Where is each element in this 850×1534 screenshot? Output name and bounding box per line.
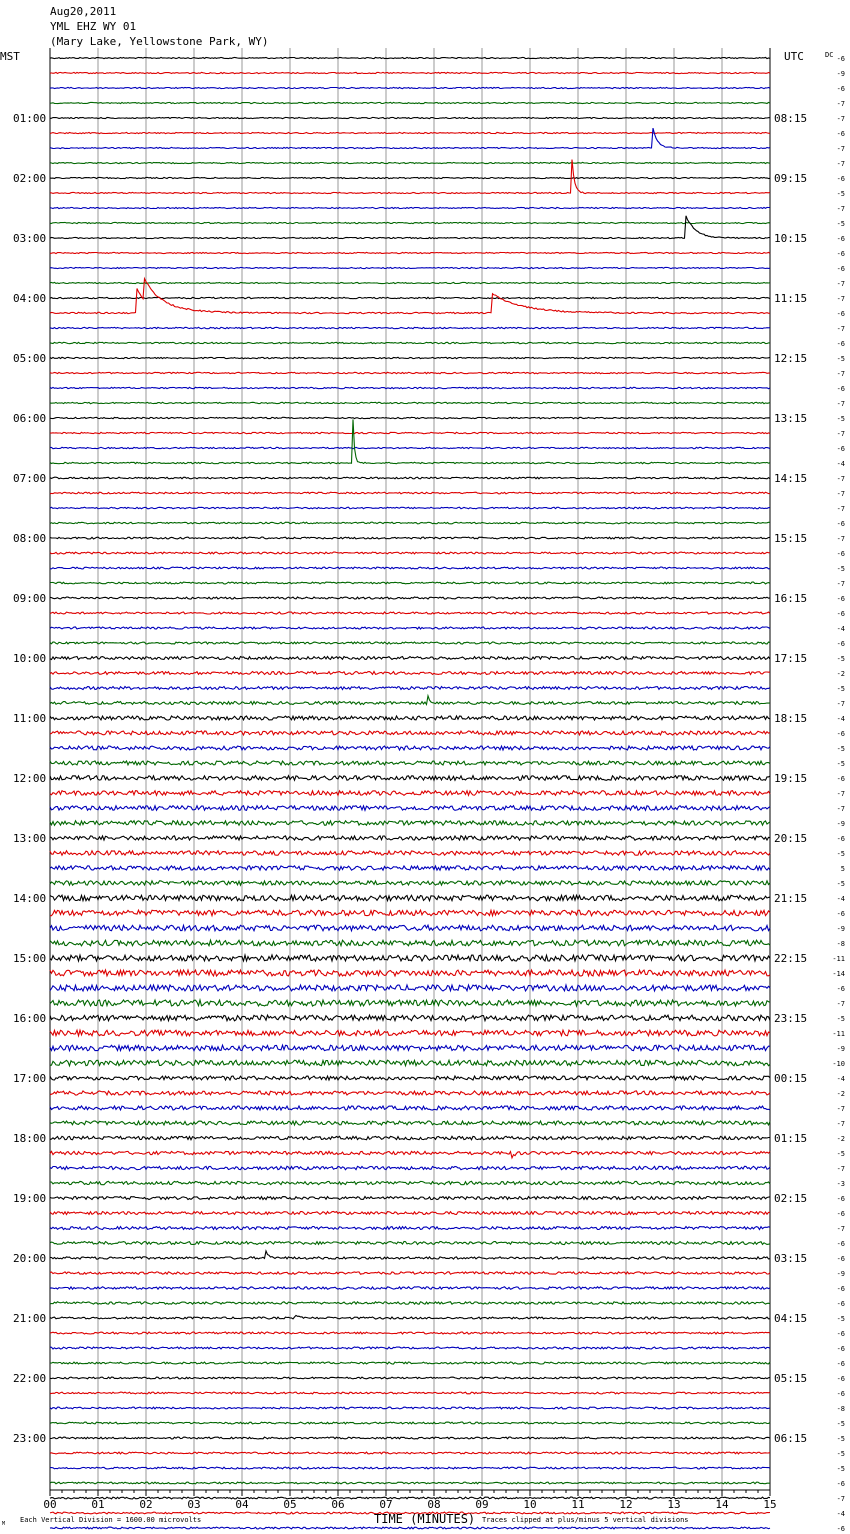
- right-hour-label: 19:15: [774, 772, 808, 785]
- trace-line: [50, 279, 770, 314]
- left-hour-label: 03:00: [13, 232, 47, 245]
- left-hour-label: 20:00: [13, 1252, 47, 1265]
- trace-line: [50, 1060, 770, 1066]
- left-hour-label: 06:00: [13, 412, 47, 425]
- right-timezone-label: UTC: [784, 50, 804, 63]
- dc-offset-label: -14: [832, 970, 845, 978]
- dc-offset-label: -5: [836, 850, 845, 858]
- dc-offset-label: -5: [836, 1465, 845, 1473]
- dc-offset-label: -6: [836, 265, 845, 273]
- trace-line: [50, 910, 770, 916]
- trace-line: [50, 160, 770, 194]
- right-hour-label: 14:15: [774, 472, 808, 485]
- trace-line: [50, 419, 770, 463]
- right-hour-label: 06:15: [774, 1432, 808, 1445]
- left-hour-label: 15:00: [13, 952, 47, 965]
- x-tick-label: 11: [571, 1498, 585, 1511]
- right-hour-label: 09:15: [774, 172, 808, 185]
- trace-line: [50, 672, 770, 675]
- x-tick-label: 05: [283, 1498, 297, 1511]
- seismic-traces: [50, 57, 770, 1534]
- trace-line: [50, 117, 770, 118]
- trace-line: [50, 1181, 770, 1184]
- scale-note: Each Vertical Division = 1600.00 microvolts: [20, 1516, 202, 1524]
- dc-offset-label: -6: [836, 85, 845, 93]
- trace-line: [50, 1527, 770, 1529]
- trace-line: [50, 402, 770, 403]
- trace-line: [50, 1121, 770, 1125]
- trace-line: [50, 1392, 770, 1394]
- left-hour-label: 22:00: [13, 1372, 47, 1385]
- x-tick-label: 10: [523, 1498, 537, 1511]
- trace-line: [50, 1106, 770, 1110]
- dc-offset-label: -7: [836, 295, 845, 303]
- trace-line: [50, 1197, 770, 1200]
- left-hour-label: 14:00: [13, 892, 47, 905]
- left-hour-label: 23:00: [13, 1432, 47, 1445]
- left-hour-label: 09:00: [13, 592, 47, 605]
- left-hour-label: 17:00: [13, 1072, 47, 1085]
- dc-offset-label: -6: [836, 1195, 845, 1203]
- trace-line: [50, 1482, 770, 1484]
- dc-offset-label: -5: [836, 1450, 845, 1458]
- dc-offset-label: -6: [836, 175, 845, 183]
- trace-line: [50, 1347, 770, 1349]
- left-time-labels: [13, 112, 46, 1445]
- dc-offset-label: -7: [836, 475, 845, 483]
- trace-line: [50, 132, 770, 133]
- dc-offset-label: 5: [840, 865, 845, 873]
- dc-offset-label: -6: [836, 310, 845, 318]
- trace-line: [50, 282, 770, 283]
- dc-offset-label: -6: [836, 1375, 845, 1383]
- right-hour-label: 05:15: [774, 1372, 808, 1385]
- trace-line: [50, 1212, 770, 1215]
- right-hour-label: 03:15: [774, 1252, 808, 1265]
- right-hour-label: 16:15: [774, 592, 808, 605]
- dc-offset-label: -10: [832, 1060, 845, 1068]
- dc-header-label: DC: [825, 51, 834, 59]
- right-hour-label: 15:15: [774, 532, 808, 545]
- trace-line: [50, 357, 770, 358]
- x-tick-label: 02: [139, 1498, 153, 1511]
- dc-offset-label: -7: [836, 580, 845, 588]
- dc-offset-label: -7: [836, 100, 845, 108]
- dc-offset-label: -7: [836, 1495, 845, 1503]
- trace-line: [50, 642, 770, 644]
- right-hour-label: 01:15: [774, 1132, 808, 1145]
- left-hour-label: 04:00: [13, 292, 47, 305]
- trace-line: [50, 836, 770, 840]
- grid-lines: [50, 48, 770, 1490]
- dc-offset-label: -6: [836, 1240, 845, 1248]
- trace-line: [50, 522, 770, 524]
- trace-line: [50, 387, 770, 388]
- trace-line: [50, 746, 770, 750]
- dc-offset-label: -7: [836, 400, 845, 408]
- trace-line: [50, 1315, 770, 1319]
- dc-offset-label: -7: [836, 1105, 845, 1113]
- trace-line: [50, 492, 770, 494]
- trace-line: [50, 1045, 770, 1051]
- dc-offset-label: -6: [836, 775, 845, 783]
- x-tick-label: 15: [763, 1498, 777, 1511]
- trace-line: [50, 1166, 770, 1169]
- x-tick-label: 08: [427, 1498, 441, 1511]
- trace-line: [50, 1227, 770, 1230]
- trace-line: [50, 627, 770, 629]
- trace-line: [50, 1437, 770, 1439]
- trace-line: [50, 821, 770, 826]
- trace-line: [50, 955, 770, 961]
- dc-offset-label: -6: [836, 55, 845, 63]
- x-tick-label: 09: [475, 1498, 489, 1511]
- dc-offset-label: -5: [836, 1435, 845, 1443]
- trace-line: [50, 1151, 770, 1158]
- dc-offset-label: -6: [836, 385, 845, 393]
- dc-offset-label: -7: [836, 1120, 845, 1128]
- trace-line: [50, 1287, 770, 1289]
- dc-offset-label: -7: [836, 145, 845, 153]
- trace-line: [50, 216, 770, 239]
- trace-line: [50, 731, 770, 735]
- dc-offset-label: -3: [836, 1180, 845, 1188]
- trace-line: [50, 128, 770, 149]
- dc-offset-label: -5: [836, 415, 845, 423]
- dc-offset-label: -5: [836, 685, 845, 693]
- trace-line: [50, 1000, 770, 1006]
- trace-line: [50, 1407, 770, 1409]
- x-axis: [43, 1490, 776, 1511]
- clip-note: Traces clipped at plus/minus 5 vertical divisions: [482, 1516, 689, 1524]
- trace-line: [50, 507, 770, 509]
- dc-offset-label: -6: [836, 250, 845, 258]
- dc-offset-label: -6: [836, 1480, 845, 1488]
- dc-offset-label: -6: [836, 520, 845, 528]
- right-hour-label: 02:15: [774, 1192, 808, 1205]
- dc-offset-label: -6: [836, 445, 845, 453]
- chart-location: (Mary Lake, Yellowstone Park, WY): [50, 35, 269, 48]
- dc-offset-label: -4: [836, 625, 845, 633]
- trace-line: [50, 940, 770, 946]
- trace-line: [50, 1076, 770, 1080]
- dc-offset-label: -2: [836, 670, 845, 678]
- left-hour-label: 01:00: [13, 112, 47, 125]
- dc-offset-label: -6: [836, 610, 845, 618]
- trace-line: [50, 925, 770, 931]
- left-hour-label: 11:00: [13, 712, 47, 725]
- trace-line: [50, 1467, 770, 1469]
- trace-line: [50, 895, 770, 901]
- trace-line: [50, 477, 770, 479]
- dc-offset-label: -7: [836, 430, 845, 438]
- trace-line: [50, 252, 770, 253]
- dc-offset-label: -7: [836, 115, 845, 123]
- trace-line: [50, 1251, 770, 1259]
- dc-offset-label: -7: [836, 160, 845, 168]
- dc-offset-label: -7: [836, 370, 845, 378]
- right-hour-label: 08:15: [774, 112, 808, 125]
- dc-offset-label: -7: [836, 490, 845, 498]
- x-tick-label: 01: [91, 1498, 105, 1511]
- trace-line: [50, 552, 770, 554]
- dc-offset-label: -6: [836, 730, 845, 738]
- trace-line: [50, 716, 770, 720]
- right-hour-label: 21:15: [774, 892, 808, 905]
- trace-line: [50, 1377, 770, 1379]
- left-hour-label: 10:00: [13, 652, 47, 665]
- trace-line: [50, 985, 770, 991]
- trace-line: [50, 267, 770, 268]
- dc-offset-label: -5: [836, 190, 845, 198]
- dc-offset-label: -5: [836, 655, 845, 663]
- trace-line: [50, 72, 770, 73]
- trace-line: [50, 1362, 770, 1364]
- trace-line: [50, 881, 770, 885]
- dc-offset-label: -7: [836, 535, 845, 543]
- dc-offset-label: -4: [836, 895, 845, 903]
- right-hour-label: 04:15: [774, 1312, 808, 1325]
- dc-offset-label: -6: [836, 640, 845, 648]
- dc-offset-label: -4: [836, 460, 845, 468]
- dc-offset-label: -5: [836, 1315, 845, 1323]
- trace-line: [50, 657, 770, 660]
- right-hour-label: 12:15: [774, 352, 808, 365]
- trace-line: [50, 177, 770, 178]
- trace-line: [50, 537, 770, 539]
- trace-line: [50, 1136, 770, 1139]
- dc-offset-label: -6: [836, 1210, 845, 1218]
- dc-offset-label: -6: [836, 1360, 845, 1368]
- x-tick-label: 07: [379, 1498, 393, 1511]
- dc-offset-label: -6: [836, 835, 845, 843]
- dc-offset-label: -4: [836, 1075, 845, 1083]
- dc-offset-label: -2: [836, 1135, 845, 1143]
- trace-line: [50, 342, 770, 343]
- trace-line: [50, 1272, 770, 1274]
- dc-offset-label: -7: [836, 1000, 845, 1008]
- trace-line: [50, 597, 770, 599]
- trace-line: [50, 1422, 770, 1424]
- dc-offset-label: -9: [836, 1270, 845, 1278]
- dc-offset-label: -6: [836, 1345, 845, 1353]
- dc-offset-label: -5: [836, 355, 845, 363]
- trace-line: [50, 806, 770, 811]
- dc-offset-label: -5: [836, 745, 845, 753]
- dc-offset-label: -7: [836, 1225, 845, 1233]
- trace-line: [50, 567, 770, 569]
- x-tick-label: 12: [619, 1498, 633, 1511]
- dc-offset-labels: [832, 55, 845, 1534]
- left-hour-label: 21:00: [13, 1312, 47, 1325]
- chart-date: Aug20,2011: [50, 5, 117, 18]
- dc-offset-label: -4: [836, 715, 845, 723]
- trace-line: [50, 417, 770, 418]
- dc-offset-label: -7: [836, 325, 845, 333]
- trace-line: [50, 447, 770, 448]
- trace-line: [50, 1030, 770, 1036]
- trace-line: [50, 866, 770, 870]
- dc-offset-label: -11: [832, 1030, 845, 1038]
- dc-offset-label: -6: [836, 985, 845, 993]
- left-hour-label: 05:00: [13, 352, 47, 365]
- dc-offset-label: -8: [836, 1405, 845, 1413]
- dc-offset-label: -11: [832, 955, 845, 963]
- dc-offset-label: -2: [836, 1090, 845, 1098]
- x-tick-label: 04: [235, 1498, 249, 1511]
- trace-line: [50, 1091, 770, 1095]
- trace-line: [50, 207, 770, 208]
- dc-offset-label: -5: [836, 1420, 845, 1428]
- x-axis-title: TIME (MINUTES): [374, 1512, 476, 1526]
- right-hour-label: 23:15: [774, 1012, 808, 1025]
- x-tick-label: 06: [331, 1498, 345, 1511]
- trace-line: [50, 327, 770, 328]
- right-hour-label: 20:15: [774, 832, 808, 845]
- trace-line: [50, 776, 770, 781]
- dc-offset-label: -6: [836, 1300, 845, 1308]
- dc-offset-label: -7: [836, 205, 845, 213]
- dc-offset-label: -6: [836, 910, 845, 918]
- trace-line: [50, 582, 770, 584]
- trace-line: [50, 1452, 770, 1454]
- dc-offset-label: -7: [836, 505, 845, 513]
- dc-offset-label: -6: [836, 340, 845, 348]
- dc-offset-label: -6: [836, 595, 845, 603]
- left-hour-label: 16:00: [13, 1012, 47, 1025]
- trace-line: [50, 687, 770, 690]
- left-timezone-label: MST: [0, 50, 20, 63]
- dc-offset-label: -6: [836, 1255, 845, 1263]
- right-hour-label: 17:15: [774, 652, 808, 665]
- x-tick-label: 03: [187, 1498, 201, 1511]
- corner-mark: M: [2, 1521, 6, 1527]
- trace-line: [50, 432, 770, 433]
- dc-offset-label: -6: [836, 235, 845, 243]
- dc-offset-label: -5: [836, 565, 845, 573]
- trace-line: [50, 851, 770, 855]
- dc-offset-label: -9: [836, 820, 845, 828]
- trace-line: [50, 222, 770, 223]
- dc-offset-label: -7: [836, 280, 845, 288]
- right-hour-label: 10:15: [774, 232, 808, 245]
- dc-offset-label: -5: [836, 1150, 845, 1158]
- dc-offset-label: -6: [836, 1285, 845, 1293]
- right-time-labels: [774, 112, 807, 1445]
- dc-offset-label: -9: [836, 1045, 845, 1053]
- trace-line: [50, 1497, 770, 1499]
- left-hour-label: 12:00: [13, 772, 47, 785]
- left-hour-label: 13:00: [13, 832, 47, 845]
- right-hour-label: 00:15: [774, 1072, 808, 1085]
- trace-line: [50, 57, 770, 58]
- dc-offset-label: -6: [836, 550, 845, 558]
- left-hour-label: 02:00: [13, 172, 47, 185]
- dc-offset-label: -5: [836, 880, 845, 888]
- dc-offset-label: -4: [836, 1510, 845, 1518]
- dc-offset-label: -7: [836, 1165, 845, 1173]
- trace-line: [50, 1015, 770, 1021]
- dc-offset-label: -7: [836, 790, 845, 798]
- dc-offset-label: -6: [836, 130, 845, 138]
- dc-offset-label: -7: [836, 805, 845, 813]
- trace-line: [50, 162, 770, 163]
- left-hour-label: 19:00: [13, 1192, 47, 1205]
- right-hour-label: 11:15: [774, 292, 808, 305]
- trace-line: [50, 761, 770, 765]
- x-tick-label: 14: [715, 1498, 729, 1511]
- dc-offset-label: -5: [836, 220, 845, 228]
- dc-offset-label: -7: [836, 700, 845, 708]
- x-tick-label: 13: [667, 1498, 681, 1511]
- trace-line: [50, 791, 770, 796]
- left-hour-label: 18:00: [13, 1132, 47, 1145]
- chart-station: YML EHZ WY 01: [50, 20, 137, 33]
- trace-line: [50, 612, 770, 614]
- right-hour-label: 18:15: [774, 712, 808, 725]
- trace-line: [50, 102, 770, 103]
- dc-offset-label: -9: [836, 925, 845, 933]
- dc-offset-label: -9: [836, 70, 845, 78]
- dc-offset-label: -5: [836, 1015, 845, 1023]
- trace-line: [50, 1332, 770, 1334]
- right-hour-label: 13:15: [774, 412, 808, 425]
- dc-offset-label: -8: [836, 940, 845, 948]
- right-hour-label: 22:15: [774, 952, 808, 965]
- trace-line: [50, 696, 770, 705]
- trace-line: [50, 87, 770, 88]
- x-tick-label: 00: [43, 1498, 57, 1511]
- trace-line: [50, 372, 770, 373]
- dc-offset-label: -6: [836, 1390, 845, 1398]
- dc-offset-label: -5: [836, 760, 845, 768]
- left-hour-label: 07:00: [13, 472, 47, 485]
- dc-offset-label: -6: [836, 1525, 845, 1533]
- trace-line: [50, 970, 770, 976]
- left-hour-label: 08:00: [13, 532, 47, 545]
- trace-line: [50, 1242, 770, 1245]
- trace-line: [50, 1302, 770, 1304]
- dc-offset-label: -6: [836, 1330, 845, 1338]
